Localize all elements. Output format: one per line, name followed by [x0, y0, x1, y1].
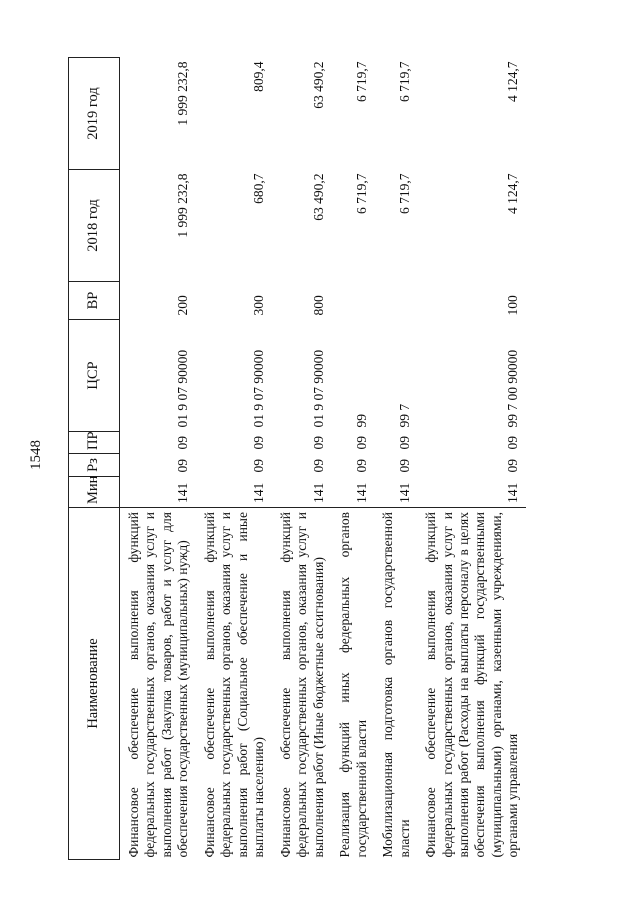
table-row [272, 58, 331, 860]
cell-vr [331, 282, 374, 320]
header-2018: 2018 год [69, 170, 120, 282]
cell-2018: 1 999 232,8 [175, 173, 191, 238]
cell-name: Мобилизационная подготовка органов государственной власти [374, 508, 417, 860]
cell-rz: 09 [310, 459, 326, 473]
cell-pr: 09 [175, 436, 191, 450]
cell-2018: 6 719,7 [396, 173, 412, 214]
cell-name: Финансовое обеспечение выполнения функций федеральных государственных органов, оказания услуг и выполнения работ (Социальное обеспечение и иные выплаты населению) [196, 508, 272, 860]
header-2019: 2019 год [69, 58, 120, 170]
cell-min: 141 [251, 482, 267, 503]
cell-csr: 99 7 00 90000 [505, 349, 521, 428]
table-row [331, 58, 374, 860]
rotated-table-wrapper [68, 58, 584, 860]
cell-csr: 99 7 [396, 403, 412, 428]
cell-pr: 09 [251, 436, 267, 450]
cell-rz: 09 [175, 459, 191, 473]
cell-2018: 6 719,7 [353, 173, 369, 214]
table-header-row [69, 58, 120, 860]
header-name: Наименование [69, 508, 120, 860]
cell-pr: 09 [353, 436, 369, 450]
cell-vr: 200 [175, 295, 191, 316]
cell-name: Финансовое обеспечение выполнения функций федеральных государственных органов, оказания услуг и выполнения работ (Иные бюджетные ассигнования) [272, 508, 331, 860]
cell-vr [374, 282, 417, 320]
cell-pr: 09 [505, 436, 521, 450]
cell-2019: 6 719,7 [353, 61, 369, 102]
table-row [196, 58, 272, 860]
cell-rz: 09 [396, 459, 412, 473]
cell-2018: 63 490,2 [310, 173, 326, 221]
cell-rz: 09 [353, 459, 369, 473]
page-number: 1548 [28, 440, 44, 470]
header-rz: Рз [69, 454, 120, 477]
cell-csr: 01 9 07 90000 [251, 349, 267, 428]
cell-2019: 4 124,7 [505, 61, 521, 102]
cell-vr: 800 [310, 295, 326, 316]
cell-csr: 01 9 07 90000 [310, 349, 326, 428]
cell-2019: 6 719,7 [396, 61, 412, 102]
header-pr: ПР [69, 432, 120, 454]
cell-vr: 300 [251, 295, 267, 316]
cell-csr: 01 9 07 90000 [175, 349, 191, 428]
cell-2019: 63 490,2 [310, 61, 326, 109]
header-min: Мин [69, 477, 120, 508]
table-row [120, 58, 196, 860]
table-row [374, 58, 417, 860]
cell-pr: 09 [310, 436, 326, 450]
header-csr: ЦСР [69, 320, 120, 432]
cell-name: Финансовое обеспечение выполнения функций федеральных государственных органов, оказания услуг и выполнения работ (Закупка товаров, работ и услуг для обеспечения государственных (муниципальных) нужд) [120, 508, 196, 860]
cell-pr: 09 [396, 436, 412, 450]
cell-2018: 4 124,7 [505, 173, 521, 214]
cell-2019: 1 999 232,8 [175, 61, 191, 126]
cell-min: 141 [396, 482, 412, 503]
cell-vr: 100 [505, 295, 521, 316]
cell-name: Финансовое обеспечение выполнения функций федеральных государственных органов, оказания услуг и выполнения работ (Расходы на выплаты персоналу в целях обеспечения выполнения функций государственными (муниципальными) органами, казенными учреждениями, органами управления [417, 508, 526, 860]
cell-min: 141 [353, 482, 369, 503]
table-row [417, 58, 526, 860]
cell-2019: 809,4 [251, 61, 267, 92]
budget-table [68, 57, 526, 860]
header-vr: ВР [69, 282, 120, 320]
cell-min: 141 [175, 482, 191, 503]
cell-min: 141 [310, 482, 326, 503]
cell-min: 141 [505, 482, 521, 503]
cell-csr: 99 [353, 414, 369, 428]
cell-rz: 09 [251, 459, 267, 473]
cell-2018: 680,7 [251, 173, 267, 204]
cell-rz: 09 [505, 459, 521, 473]
cell-name: Реализация функций иных федеральных органов государственной власти [331, 508, 374, 860]
